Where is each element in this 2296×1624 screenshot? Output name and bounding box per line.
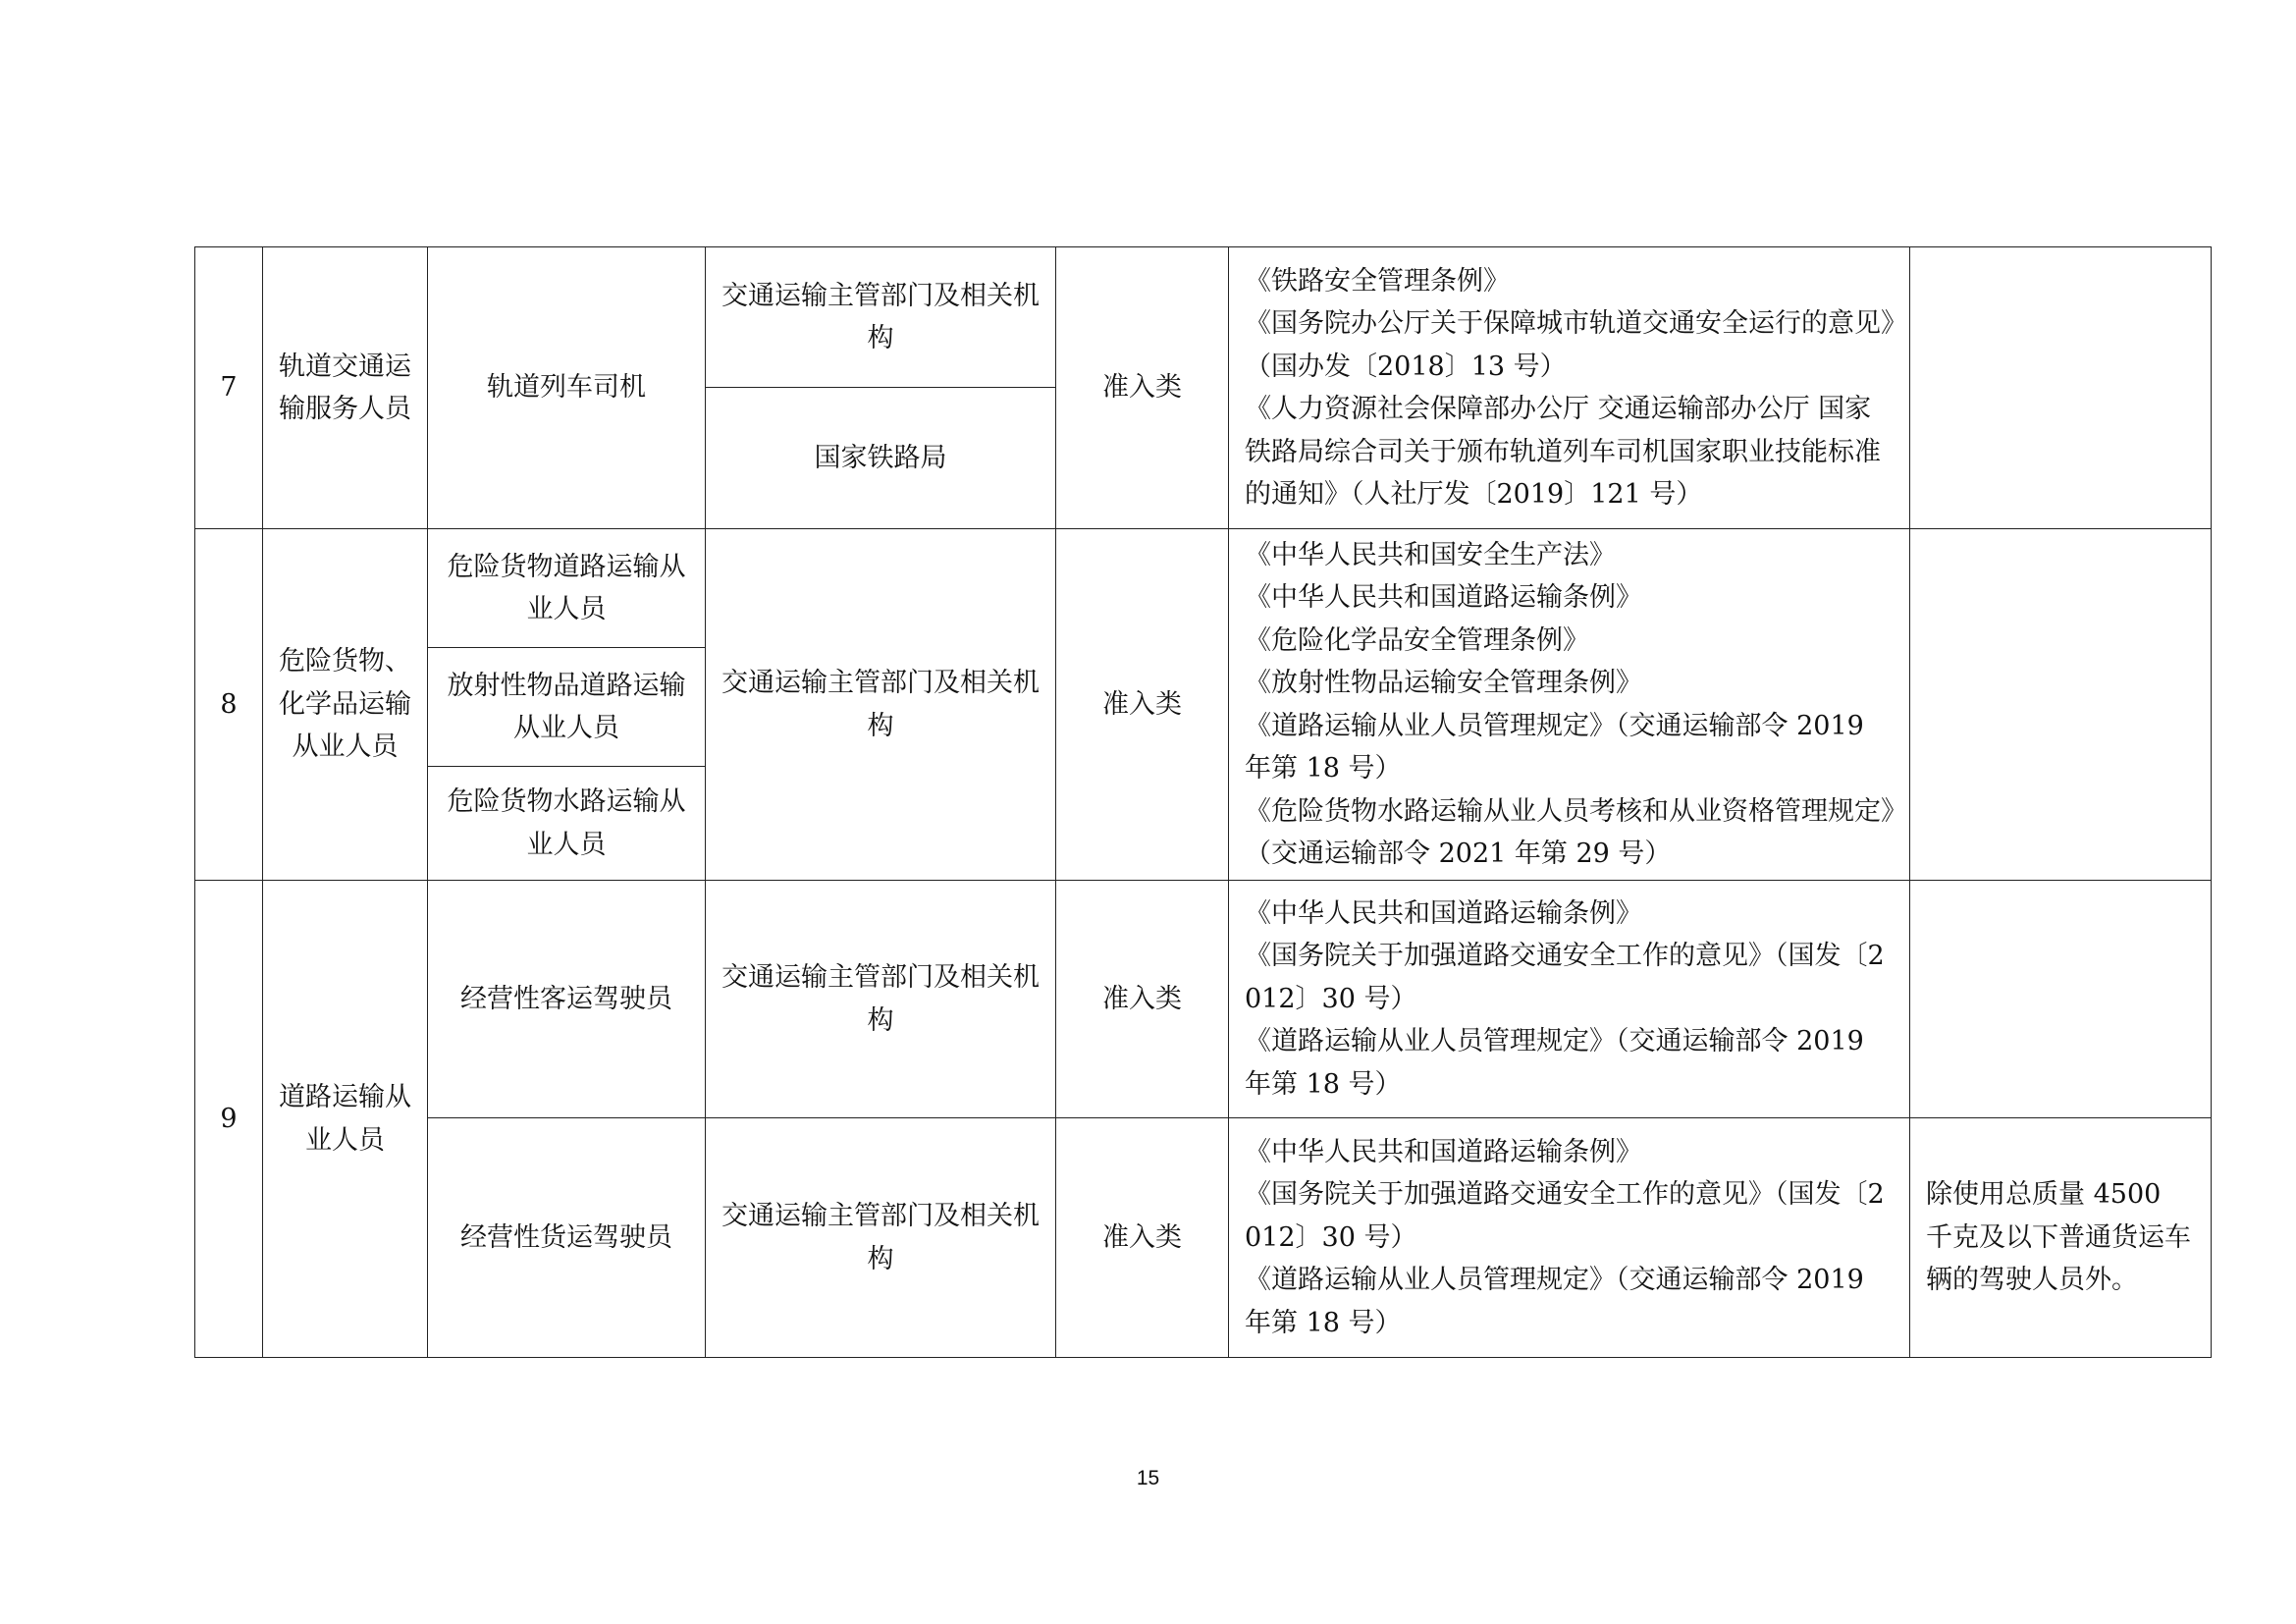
basis-item: 《国务院办公厅关于保障城市轨道交通安全运行的意见》（国办发〔2018〕13 号） <box>1245 308 1895 382</box>
basis-item: 《中华人民共和国道路运输条例》 <box>1245 1136 1642 1167</box>
table-row-9-sub <box>195 1118 2212 1358</box>
authority-cell: 交通运输主管部门及相关机构 <box>706 881 1056 1118</box>
authority-cell: 国家铁路局 <box>706 388 1056 529</box>
occupation-cell: 危险货物道路运输从业人员 <box>428 529 706 648</box>
note-cell <box>1910 247 2212 529</box>
row-number: 9 <box>195 881 263 1358</box>
occupation-cell: 经营性客运驾驶员 <box>428 881 706 1118</box>
basis-item: 《中华人民共和国道路运输条例》 <box>1245 897 1642 929</box>
legal-basis-cell <box>1229 529 1910 881</box>
basis-item: 《国务院关于加强道路交通安全工作的意见》（国发〔2012〕30 号） <box>1245 941 1885 1014</box>
note-cell <box>1910 881 2212 1118</box>
basis-item: 《道路运输从业人员管理规定》（交通运输部令 2019 年第 18 号） <box>1245 1265 1864 1338</box>
basis-item: 《危险化学品安全管理条例》 <box>1245 624 1589 656</box>
table-row-7 <box>195 247 2212 388</box>
type-cell: 准入类 <box>1056 529 1229 881</box>
legal-basis-cell <box>1229 1118 1910 1358</box>
category-cell: 危险货物、化学品运输从业人员 <box>263 529 428 881</box>
row-number: 7 <box>195 247 263 529</box>
basis-item: 《铁路安全管理条例》 <box>1245 265 1510 297</box>
legal-basis-cell <box>1229 881 1910 1118</box>
note-cell: 除使用总质量 4500 千克及以下普通货运车辆的驾驶人员外。 <box>1910 1118 2212 1358</box>
note-cell <box>1910 529 2212 881</box>
basis-item: 《道路运输从业人员管理规定》（交通运输部令 2019 年第 18 号） <box>1245 1026 1864 1100</box>
basis-item: 《道路运输从业人员管理规定》（交通运输部令 2019 年第 18 号） <box>1245 710 1864 784</box>
basis-item: 《中华人民共和国道路运输条例》 <box>1245 582 1642 613</box>
basis-item: 《国务院关于加强道路交通安全工作的意见》（国发〔2012〕30 号） <box>1245 1179 1885 1253</box>
row-number: 8 <box>195 529 263 881</box>
occupation-cell: 经营性货运驾驶员 <box>428 1118 706 1358</box>
table-row-8 <box>195 529 2212 648</box>
authority-cell: 交通运输主管部门及相关机构 <box>706 1118 1056 1358</box>
page-number: 15 <box>1136 1467 1160 1489</box>
basis-item: 《中华人民共和国安全生产法》 <box>1245 539 1616 570</box>
basis-item: 《危险货物水路运输从业人员考核和从业资格管理规定》（交通运输部令 2021 年第 29 号） <box>1245 795 1895 869</box>
occupation-cell: 放射性物品道路运输从业人员 <box>428 648 706 767</box>
category-cell: 轨道交通运输服务人员 <box>263 247 428 529</box>
qualification-table <box>194 246 2212 1358</box>
type-cell: 准入类 <box>1056 1118 1229 1358</box>
authority-cell: 交通运输主管部门及相关机构 <box>706 529 1056 881</box>
type-cell: 准入类 <box>1056 247 1229 529</box>
authority-cell: 交通运输主管部门及相关机构 <box>706 247 1056 388</box>
legal-basis-cell <box>1229 247 1910 529</box>
occupation-cell: 轨道列车司机 <box>428 247 706 529</box>
table-row-9 <box>195 881 2212 1118</box>
occupation-cell: 危险货物水路运输从业人员 <box>428 767 706 881</box>
category-cell: 道路运输从业人员 <box>263 881 428 1358</box>
type-cell: 准入类 <box>1056 881 1229 1118</box>
basis-item: 《人力资源社会保障部办公厅 交通运输部办公厅 国家铁路局综合司关于颁布轨道列车司机国家职业技能标准的通知》（人社厅发〔2019〕121 号） <box>1245 394 1881 510</box>
basis-item: 《放射性物品运输安全管理条例》 <box>1245 668 1642 698</box>
